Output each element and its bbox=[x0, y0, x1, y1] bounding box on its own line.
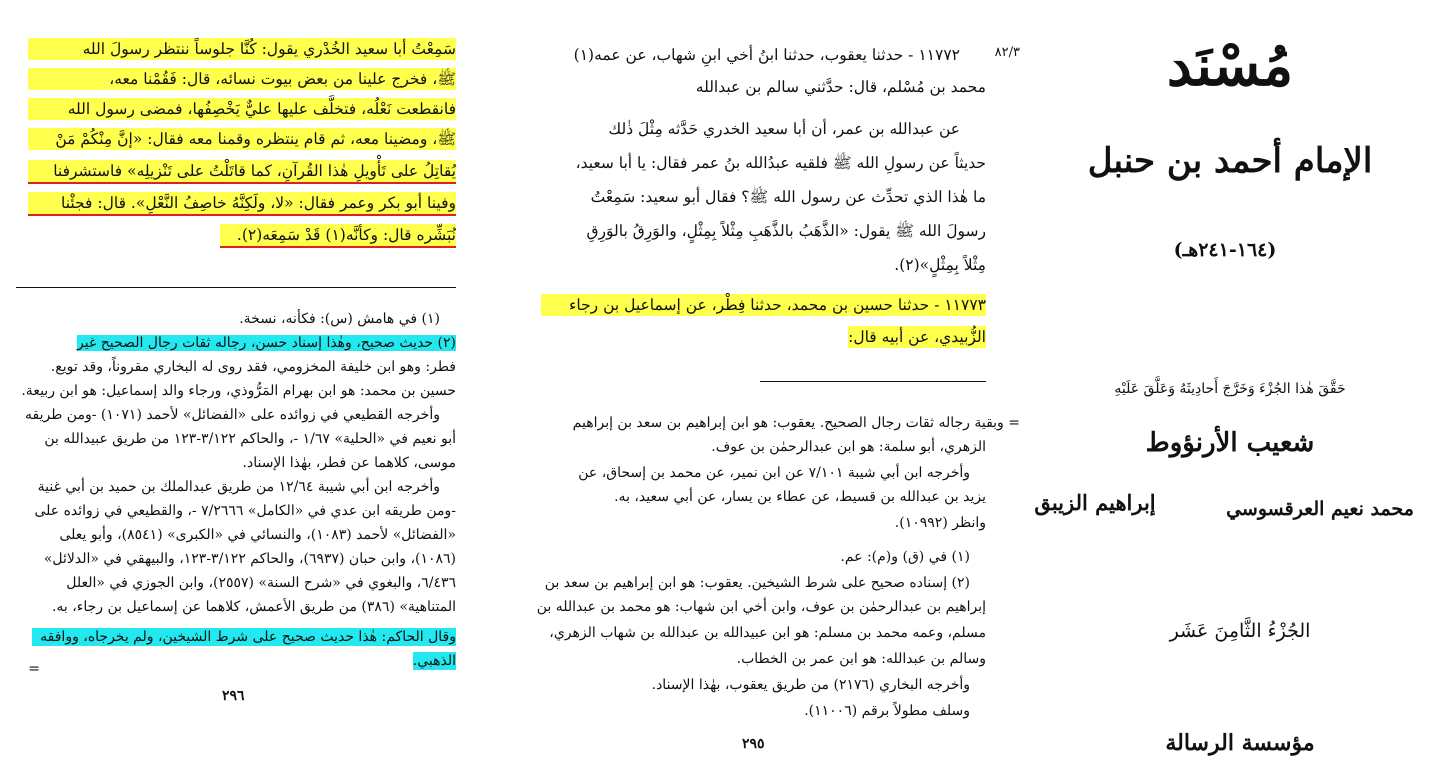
middle-main-line-8: ١١٧٧٣ - حدثنا حسين بن محمد، حدثنا فِطْر، عن إسماعيل بن رجاء bbox=[541, 294, 986, 316]
page-number: ٢٩٦ bbox=[222, 688, 245, 704]
left-footnote-highlight: الذهبي. bbox=[412, 653, 456, 669]
left-main-line-1: سَمِعْتُ أبا سعيد الخُدْري يقول: كُنَّا جلوساً ننتظر رسولَ الله bbox=[28, 38, 456, 60]
cover-editor-right: محمد نعيم العرقسوسي bbox=[1226, 498, 1414, 520]
middle-footnote-line: وأخرجه البخاري (٢١٧٦) من طريق يعقوب، بهٰذا الإسناد. bbox=[651, 677, 970, 693]
cover-dates: (١٦٤-٢٤١هـ) bbox=[1173, 239, 1277, 261]
cover-editor-main: شعيب الأرنؤوط bbox=[1145, 428, 1315, 458]
middle-footnote-line: وسلف مطولاً برقم (١١٠٠٦). bbox=[804, 703, 970, 719]
left-footnote-line: (١) في هامش (س): فكأنه، نسخة. bbox=[239, 311, 440, 327]
left-main-line-3: فانقطعت نَعْلُه، فتخلَّف عليها عليٌّ يَخْصِفُها، فمضى رسول الله bbox=[28, 98, 456, 120]
left-main-line-4: ﷺ، ومضينا معه، ثم قام ينتظره وقمنا معه فقال: «إنَّ مِنْكُمْ مَنْ bbox=[28, 128, 456, 150]
middle-footnote-line: وأخرجه ابن أبي شيبة ٧/١٠١ عن ابن نمير، عن محمد بن إسحاق، عن bbox=[578, 465, 970, 481]
left-footnote-line: المتناهية» (٣٨٦) من طريق الأعمش، كلاهما عن إسماعيل بن رجاء، به. bbox=[51, 599, 456, 615]
left-footnote-line: «الفضائل» لأحمد (١٠٨٣)، والنسائي في «الكبرى» (٨٥٤١)، وأبو يعلى bbox=[59, 527, 456, 543]
middle-main-line-4: حديثاً عن رسولِ الله ﷺ فلقيه عبدُالله بنُ عمر فقال: يا أبا سعيد، bbox=[575, 154, 986, 172]
middle-footnote-line: (٢) إسناده صحيح على شرط الشيخين. يعقوب: هو ابن إبراهيم بن سعد بن bbox=[544, 575, 970, 591]
cover-page bbox=[1030, 0, 1436, 780]
left-footnote-line: -ومن طريقه ابن عدي في «الكامل» ٧/٢٦٦٦ -، والقطيعي في زوائده على bbox=[34, 503, 456, 519]
left-main-line-2: ﷺ، فخرج علينا من بعض بيوت نسائه، قال: فَقُمْنا معه، bbox=[28, 68, 456, 90]
middle-main-line-2: محمد بن مُسْلم، قال: حدَّثني سالم بن عبدالله bbox=[695, 78, 986, 96]
middle-footnote-divider bbox=[760, 381, 986, 382]
left-footnote-line: حسين بن محمد: هو ابن بهرام المَرُّوذي، ورجاء والد إسماعيل: هو ابن ربيعة. bbox=[21, 383, 456, 399]
middle-footnote-line: إبراهيم بن عبدالرحمٰن بن عوف، وابن أخي ابن شهاب: هو محمد بن عبدالله بن bbox=[536, 599, 986, 615]
left-footnote-line: موسى، كلاهما عن فطر، بهٰذا الإسناد. bbox=[242, 455, 456, 471]
middle-page bbox=[470, 0, 1030, 780]
middle-footnote-line: وسالم بن عبدالله: هو ابن عمر بن الخطاب. bbox=[736, 651, 986, 667]
cover-verifier-line: حَقَّقَ هٰذا الجُزْءَ وَخَرَّجَ أَحادِيثَهُ وَعَلَّقَ عَلَيْهِ bbox=[1114, 381, 1346, 397]
middle-main-line-7: مِثْلاً بِمِثْلٍ»(٢). bbox=[894, 256, 986, 274]
left-footnote-line: (١٠٨٦)، وابن حبان (٦٩٣٧)، والحاكم ٣/١٢٢-١٢٣، والبيهقي في «الدلائل» bbox=[43, 551, 456, 567]
left-footnote-line: فطر: وهو ابن خليفة المخزومي، فقد روى له البخاري مقروناً، وقد تويع. bbox=[50, 359, 456, 375]
left-main-line-7: نُبَشِّره قال: وكأنَّه(١) قَدْ سَمِعَه(٢). bbox=[220, 224, 456, 248]
margin-reference: ٨٢/٣ bbox=[994, 45, 1020, 60]
middle-main-line-3: عن عبدالله بن عمر، أن أبا سعيد الخدري حَدَّثه مِثْلَ ذٰلك bbox=[608, 120, 960, 138]
middle-footnote-line: = وبقية رجاله ثقات رجال الصحيح. يعقوب: هو ابن إبراهيم بن سعد بن إبراهيم bbox=[572, 415, 1020, 431]
left-footnote-line: وأخرجه ابن أبي شيبة ١٢/٦٤ من طريق عبدالملك بن حميد بن أبي غنية bbox=[37, 479, 440, 495]
left-footnote-highlight: وقال الحاكم: هٰذا حديث صحيح على شرط الشيخين، ولم يخرجاه، ووافقه bbox=[32, 628, 456, 646]
cover-volume: الجُزْءُ الثَّامِنَ عَشَر bbox=[1169, 620, 1311, 642]
left-footnote-line bbox=[26, 334, 456, 352]
middle-footnote-line: وانظر (١٠٩٩٢). bbox=[894, 515, 986, 531]
middle-main-line-6: رسولَ الله ﷺ يقول: «الذَّهَبُ بالذَّهَبِ مِثْلاً بِمِثْلٍ، والوَرِقُ بالوَرِقِ bbox=[586, 222, 986, 240]
left-main-line-6: وفينا أبو بكر وعمر فقال: «لا، ولَكِنَّهُ خاصِفُ النَّعْلِ». قال: فجئْنا bbox=[28, 192, 456, 216]
left-footnote-line: أبو نعيم في «الحلية» ١/٦٧ -، والحاكم ٣/١٢٢-١٢٣ من طريق عبيدالله بن bbox=[44, 431, 456, 447]
page-number: ٢٩٥ bbox=[742, 736, 765, 752]
cover-title-bottom: الإمام أحمد بن حنبل bbox=[1087, 141, 1373, 181]
left-page bbox=[0, 0, 470, 780]
middle-footnote-line: يزيد بن عبدالله بن قسيط، عن عطاء بن يسار، عن أبي سعيد، به. bbox=[614, 489, 986, 505]
middle-footnote-line: الزهري، أبو سلمة: هو ابن عبدالرحمٰن بن عوف. bbox=[711, 439, 986, 455]
middle-main-line-5: ما هٰذا الذي تحدِّث عن رسول الله ﷺ؟ فقال أبو سعيد: سَمِعْتُ bbox=[590, 188, 986, 206]
middle-main-line-9: الزُّبيدي، عن أبيه قال: bbox=[848, 328, 986, 346]
cover-editor-left: إبراهيم الزيبق bbox=[1034, 490, 1156, 515]
left-main-line-5: يُقاتِلُ على تَأْويلِ هٰذا القُرآنِ، كما قاتَلْتُ على تَنْزيلِه» فاستشرفنا bbox=[28, 160, 456, 184]
left-footnote-divider bbox=[16, 287, 456, 288]
middle-main-line-1: ١١٧٧٢ - حدثنا يعقوب، حدثنا ابنُ أخي ابنِ شهاب، عن عمه(١) bbox=[573, 46, 960, 64]
left-footnote-line: ٦/٤٣٦، والبغوي في «شرح السنة» (٢٥٥٧)، وابن الجوزي في «العلل bbox=[66, 575, 456, 591]
left-footnote-continuation: = bbox=[28, 661, 40, 677]
left-footnote-highlight: (٢) حديث صحيح، وهٰذا إسناد حسن، رجاله ثقات رجال الصحيح غير bbox=[77, 335, 456, 351]
left-footnote-line: وأخرجه القطيعي في زوائده على «الفضائل» لأحمد (١٠٧١) -ومن طريقه bbox=[25, 407, 440, 423]
cover-title-top: مُسْنَد bbox=[1166, 33, 1294, 99]
middle-footnote-line: مسلم، وعمه محمد بن مسلم: هو ابن عبيدالله بن عبدالله بن شهاب الزهري، bbox=[549, 625, 986, 641]
middle-footnote-line: (١) في (ق) و(م): عم. bbox=[840, 549, 970, 565]
cover-publisher: مؤسسة الرسالة bbox=[1165, 730, 1315, 756]
